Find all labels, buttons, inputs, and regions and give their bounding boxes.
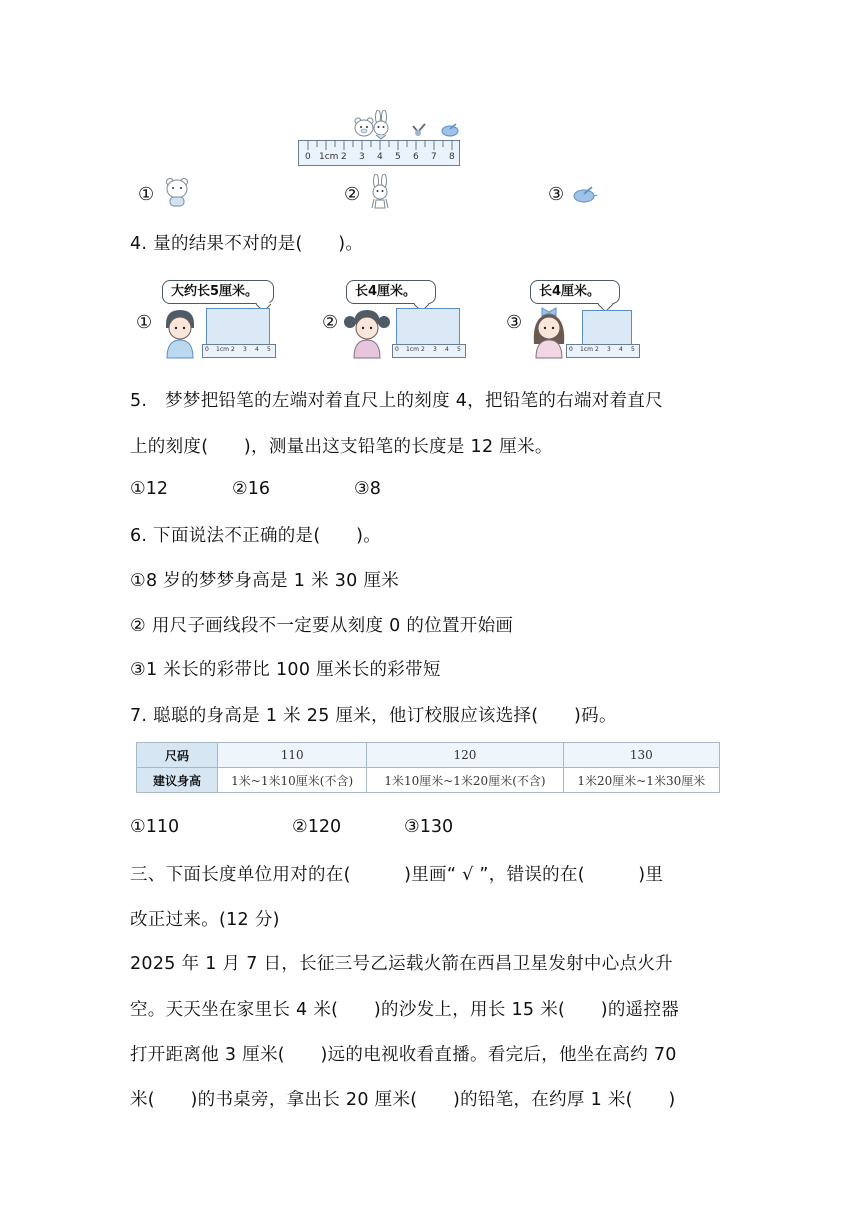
speech-bubble: 大约长5厘米。: [162, 280, 274, 304]
option-3: ③8: [354, 479, 381, 499]
ruler-number: 4: [445, 346, 449, 353]
girl-pigtails-icon: [342, 306, 392, 360]
ruler-number: 7: [431, 152, 437, 162]
option-marker: ①: [138, 184, 155, 205]
ruler-number: 2: [231, 346, 235, 353]
option-2: ②120: [292, 817, 342, 837]
ruler-number: 6: [413, 152, 419, 162]
question-5-line-1: 5. 梦梦把铅笔的左端对着直尺上的刻度 4，把铅笔的右端对着直尺: [130, 391, 663, 411]
ruler-number: 3: [359, 152, 365, 162]
ruler-number: 3: [607, 346, 611, 353]
bird-icon: [410, 122, 428, 138]
bird-icon: [440, 123, 460, 137]
table-cell: 110: [218, 743, 367, 768]
option-1: ①110: [130, 817, 180, 837]
measured-block: [206, 308, 270, 346]
option-2: ②16: [232, 479, 270, 499]
ruler-number: 1cm: [580, 346, 593, 353]
ruler-number: 3: [433, 346, 437, 353]
table-cell: 1米20厘米~1米30厘米: [563, 768, 719, 793]
option-3: ③130: [404, 817, 454, 837]
ruler-number: 1cm: [319, 152, 339, 162]
ruler-number: 5: [267, 346, 271, 353]
table-cell: 130: [563, 743, 719, 768]
ruler-number: 3: [243, 346, 247, 353]
ruler-number: 4: [619, 346, 623, 353]
measured-block: [582, 310, 632, 346]
option-marker: ③: [506, 312, 523, 333]
table-header: 尺码: [137, 743, 218, 768]
paragraph-line: 米( )的书桌旁，拿出长 20 厘米( )的铅笔，在约厚 1 米( ): [130, 1090, 676, 1110]
ruler: [566, 344, 640, 358]
ruler-number: 0: [395, 346, 399, 353]
table-row: [137, 768, 720, 793]
option-1: ①8 岁的梦梦身高是 1 米 30 厘米: [130, 571, 400, 591]
table-header: 建议身高: [137, 768, 218, 793]
option-1: ①12: [130, 479, 168, 499]
rabbit-icon: [368, 174, 392, 210]
ruler-number: 8: [449, 152, 455, 162]
option-marker: ③: [548, 184, 565, 205]
table-cell: 120: [367, 743, 563, 768]
rabbit-icon: [370, 110, 392, 140]
question-4: 4. 量的结果不对的是( )。: [130, 234, 364, 254]
bird-icon: [572, 186, 598, 204]
paragraph-line: 2025 年 1 月 7 日，长征三号乙运载火箭在西昌卫星发射中心点火升: [130, 954, 673, 974]
speech-bubble: 长4厘米。: [530, 280, 620, 304]
ruler-number: 4: [377, 152, 383, 162]
ruler-number: 5: [457, 346, 461, 353]
option-marker: ②: [322, 312, 339, 333]
ruler-number: 2: [421, 346, 425, 353]
question-7: 7. 聪聪的身高是 1 米 25 厘米，他订校服应该选择( )码。: [130, 706, 617, 726]
section-3-heading-line-1: 三、下面长度单位用对的在( )里画“ √ ”，错误的在( )里: [130, 865, 664, 885]
ruler: [392, 344, 466, 358]
table-cell: 1米10厘米~1米20厘米(不含): [367, 768, 563, 793]
boy-icon: [158, 308, 202, 360]
table-cell: 1米~1米10厘米(不含): [218, 768, 367, 793]
option-marker: ②: [344, 184, 361, 205]
option-marker: ①: [136, 312, 153, 333]
ruler-number: 1cm: [216, 346, 229, 353]
ruler: [298, 140, 460, 166]
speech-bubble: 长4厘米。: [346, 280, 436, 304]
table-row: [137, 743, 720, 768]
size-table: [136, 742, 720, 793]
paragraph-line: 打开距离他 3 厘米( )远的电视收看直播。看完后，他坐在高约 70: [130, 1045, 677, 1065]
question-5-line-2: 上的刻度( )，测量出这支铅笔的长度是 12 厘米。: [130, 437, 553, 457]
ruler-number: 5: [631, 346, 635, 353]
question-6: 6. 下面说法不正确的是( )。: [130, 526, 382, 546]
bear-icon: [164, 176, 190, 208]
option-3: ③1 米长的彩带比 100 厘米长的彩带短: [130, 660, 441, 680]
ruler: [202, 344, 276, 358]
ruler-number: 0: [305, 152, 311, 162]
measured-block: [396, 308, 460, 346]
ruler-number: 1cm: [406, 346, 419, 353]
section-3-heading-line-2: 改正过来。(12 分): [130, 910, 280, 930]
ruler-number: 0: [569, 346, 573, 353]
paragraph-line: 空。天天坐在家里长 4 米( )的沙发上，用长 15 米( )的遥控器: [130, 1000, 680, 1020]
ruler-number: 5: [395, 152, 401, 162]
ruler-number: 4: [255, 346, 259, 353]
option-2: ② 用尺子画线段不一定要从刻度 0 的位置开始画: [130, 616, 514, 636]
ruler-number: 2: [595, 346, 599, 353]
ruler-number: 0: [205, 346, 209, 353]
ruler-number: 2: [341, 152, 347, 162]
